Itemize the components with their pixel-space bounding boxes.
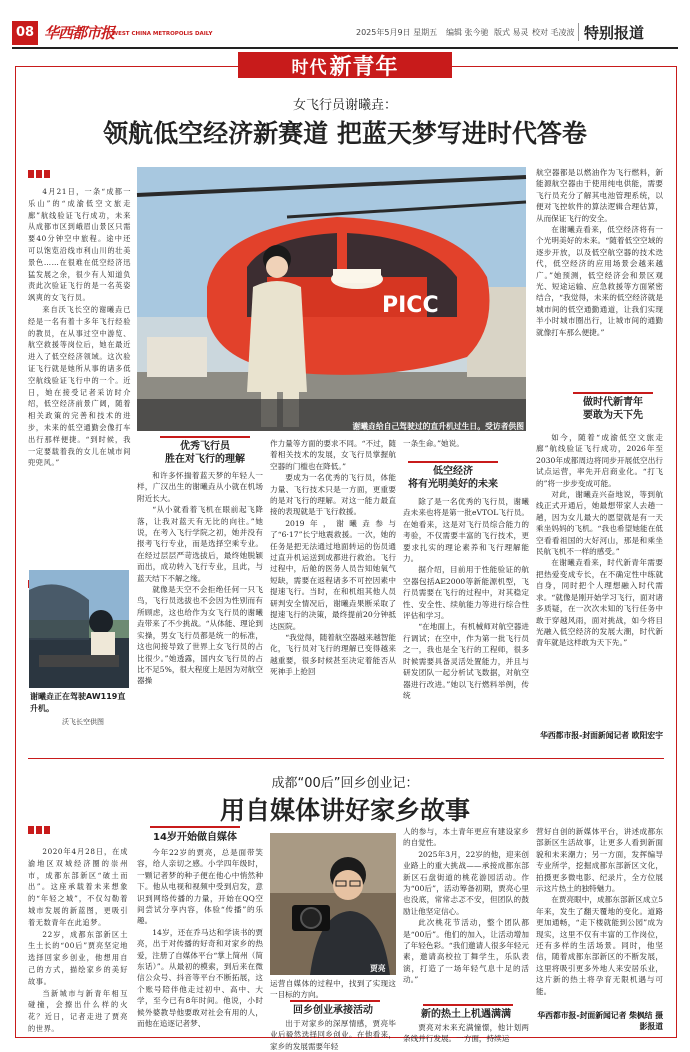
s2-sub-rule-1 bbox=[150, 826, 240, 828]
s1-col3 bbox=[270, 438, 396, 754]
paragraph: 如今，随着“成渝低空文旅走廊”航线验证飞行成功，2026年至2030年成都周边将同步开展低空出行试点运营，率先开启商业化。“打飞的”将一步步变成可能。 bbox=[536, 433, 663, 488]
issue-date: 2025年5月9日 星期五 bbox=[356, 28, 438, 37]
s2-sub-rule-2 bbox=[290, 1000, 380, 1002]
paragraph: 就像是天空不会拒绝任何一只飞鸟，飞行员选拔也不会因为性别而有所顾虑，这也给作为女飞行员的谢曦垚带来了不少挑战。“从体能、理论到实操，男女飞行员都是统一的标准，这也间接导致了世界上女飞行员的占比很少。”她透露，国内女飞行员的占比不足5%，很大程度上是因为对航空器操 bbox=[137, 585, 263, 686]
s1-headline: 领航低空经济新赛道 把蓝天梦写进时代答卷 bbox=[103, 119, 587, 148]
sub-rule-1 bbox=[160, 436, 250, 438]
s2-photo bbox=[270, 833, 396, 975]
editor: 编辑 张今驰 bbox=[446, 28, 489, 37]
s2-col5 bbox=[536, 826, 663, 1006]
paragraph: 贾亮对未来充满憧憬，他计划两条线并行发展。一方面，持续运 bbox=[403, 1023, 529, 1044]
s2-col3 bbox=[270, 1018, 396, 1051]
section-divider bbox=[28, 758, 664, 759]
s1-kicker: 女飞行员谢曦垚： bbox=[292, 98, 397, 113]
layout-credit: 版式 易灵 bbox=[494, 28, 529, 37]
paragraph: 在谢曦垚看来，低空经济将有一个光明美好的未来。“随着低空空域的逐步开放，以及低空航空器的技术迭代，低空经济的应用场景会越来越广。”她预测，低空经济会和景区观光、短途运输、应急救援等方面紧密结合，“我觉得，未来的低空经济就是城市间的低空通勤通道，让我们实现半小时城市圈出行，让城市间的通勤就像打车那么便捷。” bbox=[536, 225, 663, 337]
ornament-3 bbox=[28, 826, 50, 834]
s2-sub-rule-3 bbox=[423, 1004, 513, 1006]
s2-col2 bbox=[137, 847, 263, 1033]
s2-col4b bbox=[403, 1022, 529, 1044]
s1-col5b bbox=[536, 432, 663, 728]
s2-headline: 用自媒体讲好家乡故事 bbox=[219, 796, 470, 825]
paragraph: 2019年，谢曦垚参与了“6·17”长宁地震救援。一次，她的任务是把无法通过地面转运的伤员通过直升机运送到成都进行救治。飞行过程中，后舱的医务人员告知她氧气短缺，需要在返程诸多不可控因素中提速飞行。当时，在和机组其他人员研判安全情况后，谢曦垚果断采取了提速飞行的决策，最终提前20分钟抵达医院。 bbox=[270, 518, 396, 631]
header-rule bbox=[12, 47, 678, 49]
helicopter-illustration bbox=[137, 167, 526, 431]
proof-credit: 校对 毛凌波 bbox=[532, 28, 575, 37]
paragraph: “在地面上，有机械师对航空器进行调试；在空中，作为第一批飞行员之一，我也是全飞行的工程师，很多时候需要具备灵活处置能力，并且与研发团队一起分析试飞数据，对航空器进行改进。”她以飞行燃料举例，传统 bbox=[403, 622, 529, 700]
paragraph: “从小就看着飞机在眼前起飞降落，让我对蓝天有无比的向往。”她说，在考入飞行学院之初，她并没有报考飞行专业，而是选择空乘专业。在经过层层严苛选拔后，最终她脱颖而出，成功转入飞行专业，且此，与蓝天结下不解之缘。 bbox=[137, 505, 263, 583]
paragraph: 据介绍，目前用于性能验证的航空器包括AE2000等新能源机型，飞行员需要在飞行的过程中，对其稳定性、安全性、续航能力等进行综合性评估和学习。 bbox=[403, 565, 529, 621]
banner-box bbox=[238, 52, 452, 78]
s2-sub-2: 回乡创业承接活动 bbox=[293, 1005, 373, 1016]
s1-credit: 华西都市报-封面新闻记者 欧阳宏宇 bbox=[540, 731, 663, 740]
paragraph: 2025年3月，22岁的他，迎来创业路上的重大挑战——承接成都东部新区石盘街道的桃花游园活动。作为“00后”，活动筹备初期，贾亮心里也没底，常常忐忑不安，但团队的鼓励让他坚定信心。 bbox=[403, 849, 529, 916]
s2-kicker: 成都“00后”回乡创业记： bbox=[271, 776, 419, 791]
banner-title-2: 新青年 bbox=[329, 54, 399, 80]
s2-credit: 华西都市报-封面新闻记者 柴枫结 摄影报道 bbox=[537, 1011, 663, 1031]
paragraph: 要成为一名优秀的飞行员，体能力量、飞行技术只是一方面，更重要的是对飞行的理解。对这一能力最直接的表现就是于飞行救援。 bbox=[270, 473, 396, 517]
paragraph: 在贾亮眼中，成都东部新区成立5年来，发生了翻天覆地的变化。道路更加通畅，“走下楼就能到公园”成为现实，这里不仅有丰富的工作岗位，还有多样的生活场景。同时，他坚信，随着成都东部新区的不断发展，这里将吸引更多外地人来安居乐业，这片新的热土将孕育无限机遇与可能。 bbox=[536, 895, 663, 996]
photographer-illustration bbox=[270, 833, 396, 975]
s1-intro bbox=[28, 186, 131, 566]
s1-col2 bbox=[137, 470, 263, 754]
ornament-1 bbox=[28, 170, 50, 178]
paragraph: 除了是一名优秀的飞行员，谢曦垚未来也将是第一批eVTOL飞行员。在她看来，这是对飞行员综合能力的考验，不仅需要丰富的飞行技术，更要求扎实的理论素养和飞行理解能力。 bbox=[403, 497, 529, 564]
paragraph: 22岁，成都东部新区土生土长的“00后”贾亮坚定地选择回家乡创业，他想用自己的方式，描绘家乡的美好故事。 bbox=[28, 929, 128, 986]
cockpit-illustration bbox=[29, 570, 129, 688]
paragraph: 出于对家乡的深厚情感，贾亮毕业后毅然选择回乡创业。在他看来，家乡的发展需要年轻 bbox=[270, 1019, 396, 1051]
paragraph: 14岁，还在乔马达和学读书的贾亮，出于对传播的好奇和对家乡的热爱，注册了自媒体平台“掌上简州（简东话）”。从最初的模索，到后来在微信公众号、抖音等平台不断拓展，这个账号陪伴他走过初中、高中、大学，至今已有8年时间。他说，小时候外婆教导他要敢对社会有用的人，而他在追逐记者梦、 bbox=[137, 927, 263, 1029]
small-photo-credit: 沃飞长空供图 bbox=[62, 718, 104, 726]
paragraph: 对此，谢曦垚兴奋地说，等到航线正式开通后，她最想带家人去趟一趟，因为女儿最大的愿望就是有一天乘坐妈妈的飞机。“我也希望她能在低空看看祖国的大好河山，那是和乘坐民航飞机不一样的感受。” bbox=[536, 490, 663, 557]
paragraph: 来自沃飞长空的谢曦垚已经是一名有着十多年飞行经验的教员，在从事过空中游览、航空救援等岗位后，她在最近进入了低空经济领域。这次验证飞行就是她所从事的诸多低空航线验证飞行中的一个。近日，她在接受记者采访时介绍，低空经济前景广阔，随着相关政策的完善和技术的进步，未来的低空通勤会像打车出行那样便捷。“到时候，我一定要载着我的女儿在城市间兜兜风。” bbox=[28, 304, 131, 468]
paragraph: 2020年4月28日，在成渝地区双城经济圈的崇州市，成都东部新区“破土而出”。这座承载着未来想象的“年轻之城”，不仅勾勒着城市发展的新蓝图，更吸引着无数青年在此追梦。 bbox=[28, 847, 128, 927]
paragraph: 在谢曦垚看来，时代新青年需要把热爱变成专长，在不确定性中练就自身，同时把个人理想融入时代需求。“就像是刚开始学习飞行，面对诸多质疑，在一次次未知的飞行任务中敢于穿越风雨，面对挑战，如今将目光融入低空经济的发展大潮，时代新青年就是这样敢为天下先。” bbox=[536, 558, 663, 648]
s1-sub-3: 做时代新青年 要敢为天下先 bbox=[583, 397, 643, 421]
sub-rule-2 bbox=[408, 461, 498, 463]
paragraph: 航空器都是以燃油作为飞行燃料，新能源航空器由于使用纯电供能，需要飞行员充分了解其电池管理系统，以便对飞控软件的算法逻辑合理估算，从而保证飞行的安全。 bbox=[536, 168, 663, 223]
paragraph: 当新城市与新青年相互碰撞，会擦出什么样的火花？近日，记者走进了贾亮的世界。 bbox=[28, 988, 128, 1033]
s1-col5 bbox=[536, 167, 663, 389]
main-photo bbox=[137, 167, 526, 431]
paragraph: 4月21日，一条“成都一乐山”的“成渝低空文旅走廊”航线验证飞行成功，未来从成都市区到峨眉山景区只需要40分钟空中旅程。途中还可以饱览沿线市利山川的壮美景色……在很难在低空经济迅猛发展之余，很少有人知道负责此次验证飞行的是一名英姿飒爽的女飞行员。 bbox=[28, 187, 131, 303]
newspaper-logo-en: WEST CHINA METROPOLIS DAILY bbox=[112, 31, 213, 37]
main-photo-caption: 谢曦垚给自己驾驶过的直升机过生日。受访者供图 bbox=[352, 422, 524, 431]
paragraph: 一条生命。”她说。 bbox=[403, 439, 464, 448]
s1-col4a bbox=[403, 438, 529, 450]
newspaper-logo: 华西都市报 bbox=[44, 24, 115, 42]
s2-col4 bbox=[403, 826, 529, 1010]
s1-sub-1: 优秀飞行员 胜在对飞行的理解 bbox=[165, 441, 245, 465]
column-name: 特别报道 bbox=[584, 24, 645, 42]
s2-intro bbox=[28, 846, 128, 1032]
paragraph: 运营自媒体的过程中，找到了实现这一目标的方向。 bbox=[270, 979, 396, 1000]
paragraph: 作力量等方面的要求不同。“不过，随着相关技术的发展，女飞行员掌握航空器的门槛也在降低。” bbox=[270, 439, 396, 471]
paragraph: 和许多怀揣着蓝天梦的年轻人一样，广汉出生的谢曦垚从小就在机场附近长大。 bbox=[137, 471, 263, 503]
paragraph: “我觉得，随着航空器越来越智能化，飞行员对飞行的理解已变得越来越重要，很多时候甚至决定着能否从死神手上抢回 bbox=[270, 632, 396, 677]
small-photo bbox=[29, 570, 129, 688]
s1-sub-2: 低空经济 将有光明美好的未来 bbox=[408, 466, 498, 490]
s2-sub-3: 新的热土上机遇满满 bbox=[421, 1009, 511, 1020]
helicopter-brand: PICC bbox=[382, 293, 439, 318]
s2-col3a bbox=[270, 978, 396, 1002]
paragraph: 人的参与，本土青年更应有建设家乡的自觉性。 bbox=[403, 827, 529, 848]
small-photo-caption: 谢曦垚正在驾驶AW119直升机。 bbox=[30, 692, 126, 713]
s2-sub-1: 14岁开始做自媒体 bbox=[153, 832, 237, 843]
s1-col4 bbox=[403, 496, 529, 754]
paragraph: 此次桃花节活动，整个团队都是“00后”。他们的加入，让活动增加了年轻色彩。“我们邀请人很多年轻元素，邀请高校拉丁舞学生，乐队表演，打造了一场年轻气息十足的活动。” bbox=[403, 918, 529, 985]
page-number: 08 bbox=[15, 25, 35, 40]
s2-photo-caption: 贾亮 bbox=[370, 964, 386, 973]
paragraph: 今年22岁的贾亮，总是面带笑容，给人亲切之感。小学四年级时，一颗记者梦的种子便在他心中悄然种下。他从电视和视频中受到启发，意识到网络传播的力量，开始在QQ空间尝试分享内容，体验“传播”的乐趣。 bbox=[137, 848, 263, 926]
column-divider bbox=[578, 23, 579, 41]
paragraph: 营好自创的新媒体平台，讲述成都东部新区生活故事，让更多人看到新面貌和未来潮力；另一方面，发挥编导专业所学，挖掘成都东部新区文化，拍摄更多微电影、纪录片，全方位展示这片热土的独特魅力。 bbox=[536, 827, 663, 894]
banner-title-1: 时代 bbox=[291, 57, 328, 78]
sub-rule-3 bbox=[573, 392, 653, 394]
